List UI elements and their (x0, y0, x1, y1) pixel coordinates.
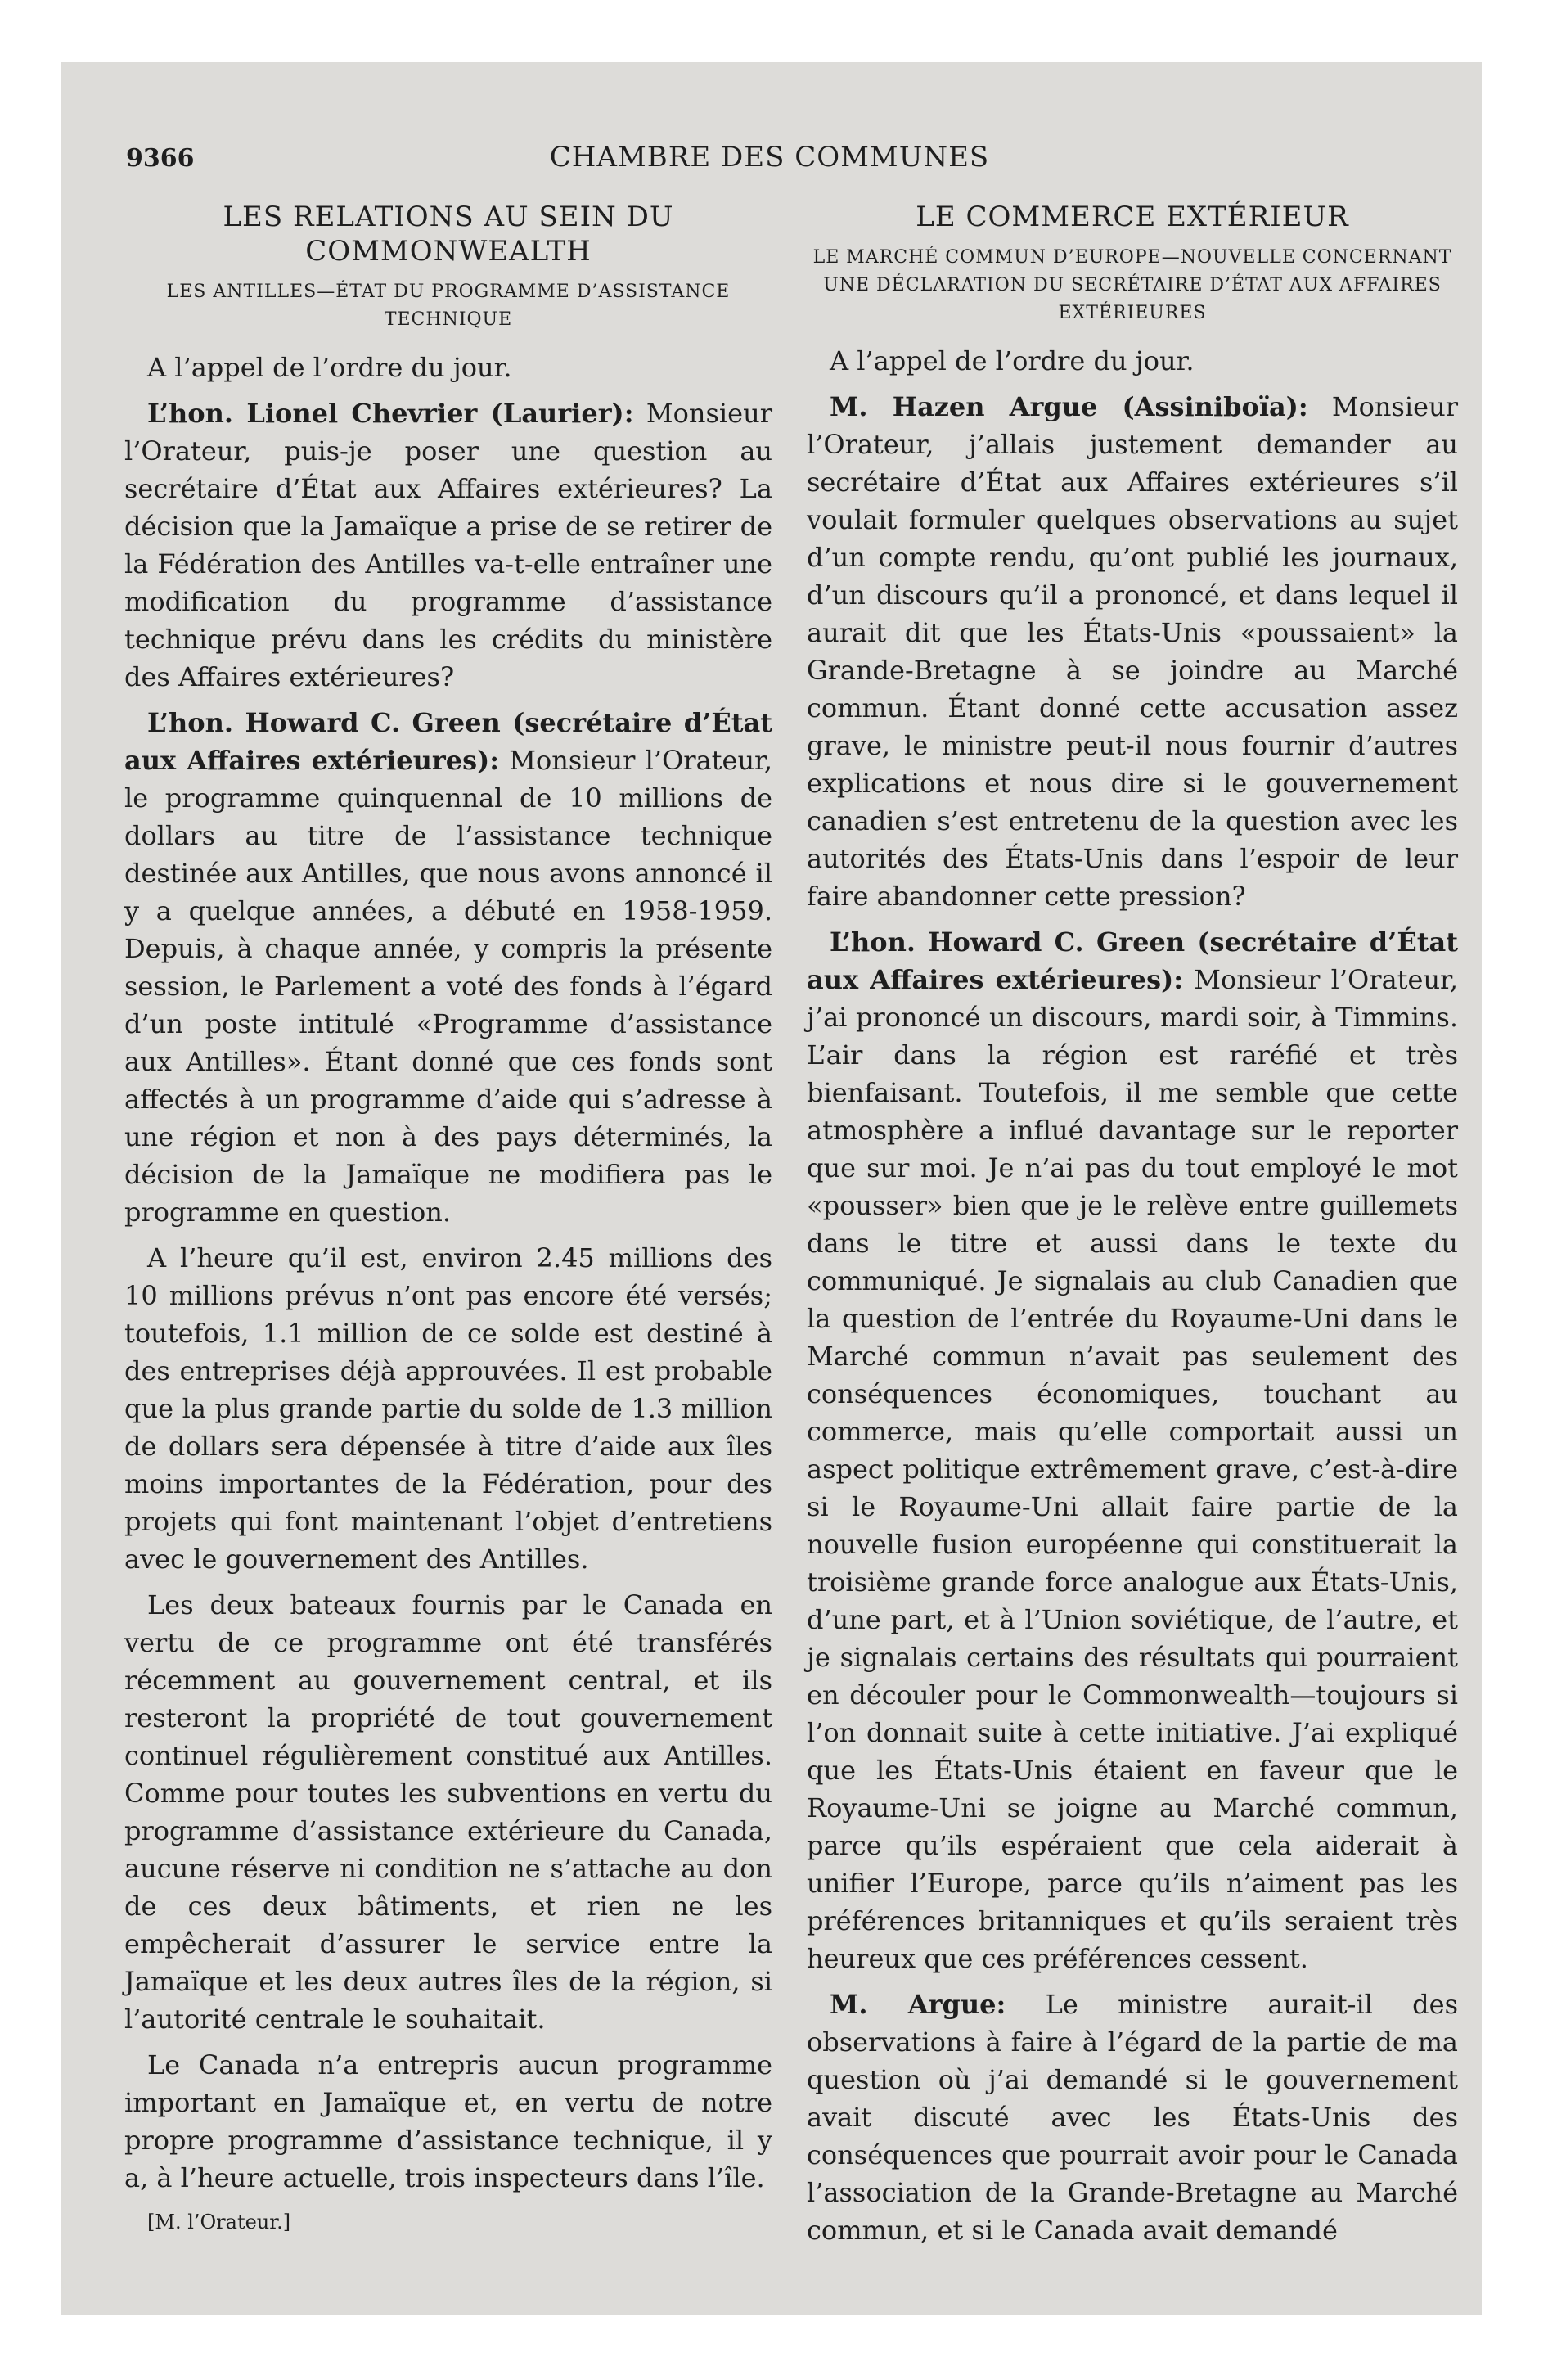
right-paragraph-4-text: Le ministre aurait-il des observations à faire à l’égard de la partie de ma question où j’ai demandé si le gouvernement avait discuté avec les États-Unis des conséquences que pourrait avoir pour le Canada l’association de la Grande-Bretagne au Marché commun, et si le Canada avait demandé (807, 1989, 1458, 2246)
section-subtitle-marche-commun: LE MARCHÉ COMMUN D’EUROPE—NOUVELLE CONCERNANT UNE DÉCLARATION DU SECRÉTAIRE D’ÉTAT AUX AFFAIRES EXTÉRIEURES (812, 247, 1452, 323)
speaker-green: L’hon. Howard C. Green (secrétaire d’État aux Affaires extérieures): (124, 707, 772, 776)
left-paragraph-3 (124, 704, 772, 1231)
right-paragraph-2 (807, 388, 1458, 915)
section-title-commonwealth: LES RELATIONS AU SEIN DU COMMONWEALTH (223, 201, 674, 268)
right-paragraph-3 (807, 923, 1458, 1977)
page-number: 9366 (126, 144, 195, 173)
scanned-page (61, 62, 1482, 2315)
section-subtitle-antilles: LES ANTILLES—ÉTAT DU PROGRAMME D’ASSISTANCE TECHNIQUE (166, 282, 731, 330)
speaker-attribution: [M. l’Orateur.] (147, 2211, 291, 2234)
right-column (807, 200, 1458, 2257)
page-header (126, 141, 1413, 182)
right-paragraph-2-text: Monsieur l’Orateur, j’allais justement demander au secrétaire d’État aux Affaires extérieures s’il voulait formuler quelques observations au sujet d’un compte rendu, qu’ont publié les journaux, d’un discours qu’il a prononcé, et dans lequel il aurait dit que les États-Unis «poussaient» la Grande-Bretagne à se joindre au Marché commun. Étant donné cette accusation assez grave, le ministre peut-il nous fournir d’autres explications et nous dire si le gouvernement canadien s’est entretenu de la question avec les autorités des États-Unis dans l’espoir de leur faire abandonner cette pression? (807, 391, 1459, 912)
right-paragraph-1: A l’appel de l’ordre du jour. (830, 345, 1195, 376)
left-paragraph-6: Le Canada n’a entrepris aucun programme important en Jamaïque et, en vertu de notre propre programme d’assistance technique, il y a, à l’heure actuelle, trois inspecteurs dans l’île. (124, 2049, 772, 2193)
left-paragraph-2-text: Monsieur l’Orateur, puis-je poser une question au secrétaire d’État aux Affaires extérieures? La décision que la Jamaïque a prise de se retirer de la Fédération des Antilles va-t-elle entraîner une modification du programme d’assistance technique prévu dans les crédits du ministère des Affaires extérieures? (124, 398, 772, 692)
left-column (124, 200, 772, 2236)
speaker-chevrier: L’hon. Lionel Chevrier (Laurier): (147, 398, 634, 429)
speaker-argue: M. Hazen Argue (Assiniboïa): (830, 391, 1308, 422)
left-paragraph-4: A l’heure qu’il est, environ 2.45 millions des 10 millions prévus n’ont pas encore été versés; toutefois, 1.1 million de ce solde est destiné à des entreprises déjà approuvées. Il est probable que la plus grande partie du solde de 1.3 million de dollars sera dépensée à titre d’aide aux îles moins importantes de la Fédération, pour des projets qui font maintenant l’objet d’entretiens avec le gouvernement des Antilles. (124, 1242, 772, 1575)
section-title-commerce: LE COMMERCE EXTÉRIEUR (916, 201, 1349, 233)
running-title: CHAMBRE DES COMMUNES (549, 141, 990, 174)
right-paragraph-4 (807, 1986, 1458, 2249)
left-paragraph-2 (124, 394, 772, 696)
speaker-green-reply: L’hon. Howard C. Green (secrétaire d’État aux Affaires extérieures): (807, 926, 1458, 995)
left-paragraph-5: Les deux bateaux fournis par le Canada en vertu de ce programme ont été transférés récemment au gouvernement central, et ils resteront la propriété de tout gouvernement continuel régulièrement constitué aux Antilles. Comme pour toutes les subventions en vertu du programme d’assistance extérieure du Canada, aucune réserve ni condition ne s’attache au don de ces deux bâtiments, et rien ne les empêcherait d’assurer le service entre la Jamaïque et les deux autres îles de la région, si l’autorité centrale le souhaitait. (124, 1589, 772, 2035)
left-paragraph-3-text: Monsieur l’Orateur, le programme quinquennal de 10 millions de dollars au titre de l’assistance technique destinée aux Antilles, que nous avons annoncé il y a quelque années, a débuté en 1958-1959. Depuis, à chaque année, y compris la présente session, le Parlement a voté des fonds à l’égard d’un poste intitulé «Programme d’assistance aux Antilles». Étant donné que ces fonds sont affectés à un programme d’aide qui s’adresse à une région et non à des pays déterminés, la décision de la Jamaïque ne modifiera pas le programme en question. (124, 745, 772, 1228)
right-paragraph-3-text: Monsieur l’Orateur, j’ai prononcé un discours, mardi soir, à Timmins. L’air dans la région est raréfié et très bienfaisant. Toutefois, il me semble que cette atmosphère a influé davantage sur le reporter que sur moi. Je n’ai pas du tout employé le mot «pousser» bien que je le relève entre guillemets dans le titre et aussi dans le texte du communiqué. Je signalais au club Canadien que la question de l’entrée du Royaume-Uni dans le Marché commun n’avait pas seulement des conséquences économiques, touchant au commerce, mais qu’elle comportait aussi un aspect politique extrêmement grave, c’est-à-dire si le Royaume-Uni allait faire partie de la nouvelle fusion européenne qui constituerait la troisième grande force analogue aux États-Unis, d’une part, et à l’Union soviétique, de l’autre, et je signalais certains des résultats qui pourraient en découler pour le Commonwealth—toujours si l’on donnait suite à cette initiative. J’ai expliqué que les États-Unis étaient en faveur que le Royaume-Uni se joigne au Marché commun, parce qu’ils espéraient que cela aiderait à unifier l’Europe, parce qu’ils n’aiment pas les préférences britanniques et qu’ils seraient très heureux que ces préférences cessent. (807, 964, 1458, 1974)
speaker-argue-followup: M. Argue: (830, 1989, 1006, 2020)
left-paragraph-1: A l’appel de l’ordre du jour. (147, 352, 512, 383)
